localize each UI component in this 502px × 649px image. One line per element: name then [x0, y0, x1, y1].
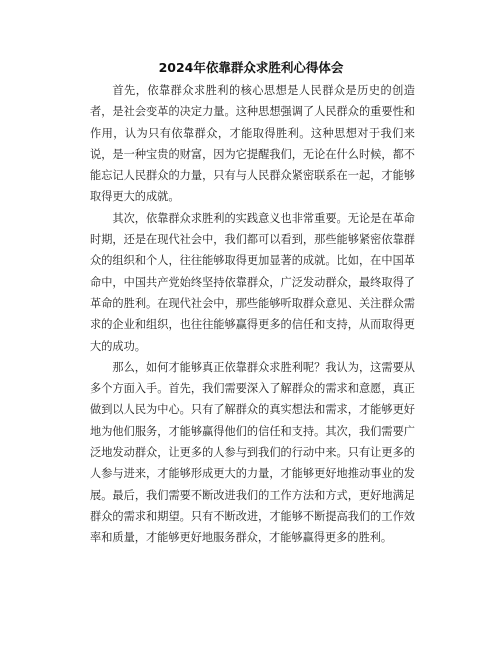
- document-body: [90, 80, 415, 549]
- paragraph-1: 首先，依靠群众求胜利的核心思想是人民群众是历史的创造者，是社会变革的决定力量。这种思想强调了人民群众的重要性和作用，认为只有依靠群众，才能取得胜利。这种思想对于我们来说，是一种宝贵的财富，因为它提醒我们，无论在什么时候，都不能忘记人民群众的力量，只有与人民群众紧密联系在一起，才能够取得更大的成就。: [90, 84, 415, 204]
- document-title: 2024年依靠群众求胜利心得体会: [158, 60, 344, 75]
- paragraph-2: 其次，依靠群众求胜利的实践意义也非常重要。无论是在革命时期，还是在现代社会中，我们都可以看到，那些能够紧密依靠群众的组织和个人，往往能够取得更加显著的成就。比如，在中国革命中，中国共产党始终坚持依靠群众，广泛发动群众，最终取得了革命的胜利。在现代社会中，那些能够听取群众意见、关注群众需求的企业和组织，也往往能够赢得更多的信任和支持，从而取得更大的成功。: [90, 211, 415, 353]
- paragraph-3: 那么，如何才能够真正依靠群众求胜利呢？我认为，这需要从多个方面入手。首先，我们需要深入了解群众的需求和意愿，真正做到以人民为中心。只有了解群众的真实想法和需求，才能够更好地为他们服务，才能够赢得他们的信任和支持。其次，我们需要广泛地发动群众，让更多的人参与到我们的行动中来。只有让更多的人参与进来，才能够形成更大的力量，才能够更好地推动事业的发展。最后，我们需要不断改进我们的工作方法和方式，更好地满足群众的需求和期望。只有不断改进，才能够不断提高我们的工作效率和质量，才能够更好地服务群众，才能够赢得更多的胜利。: [90, 360, 415, 545]
